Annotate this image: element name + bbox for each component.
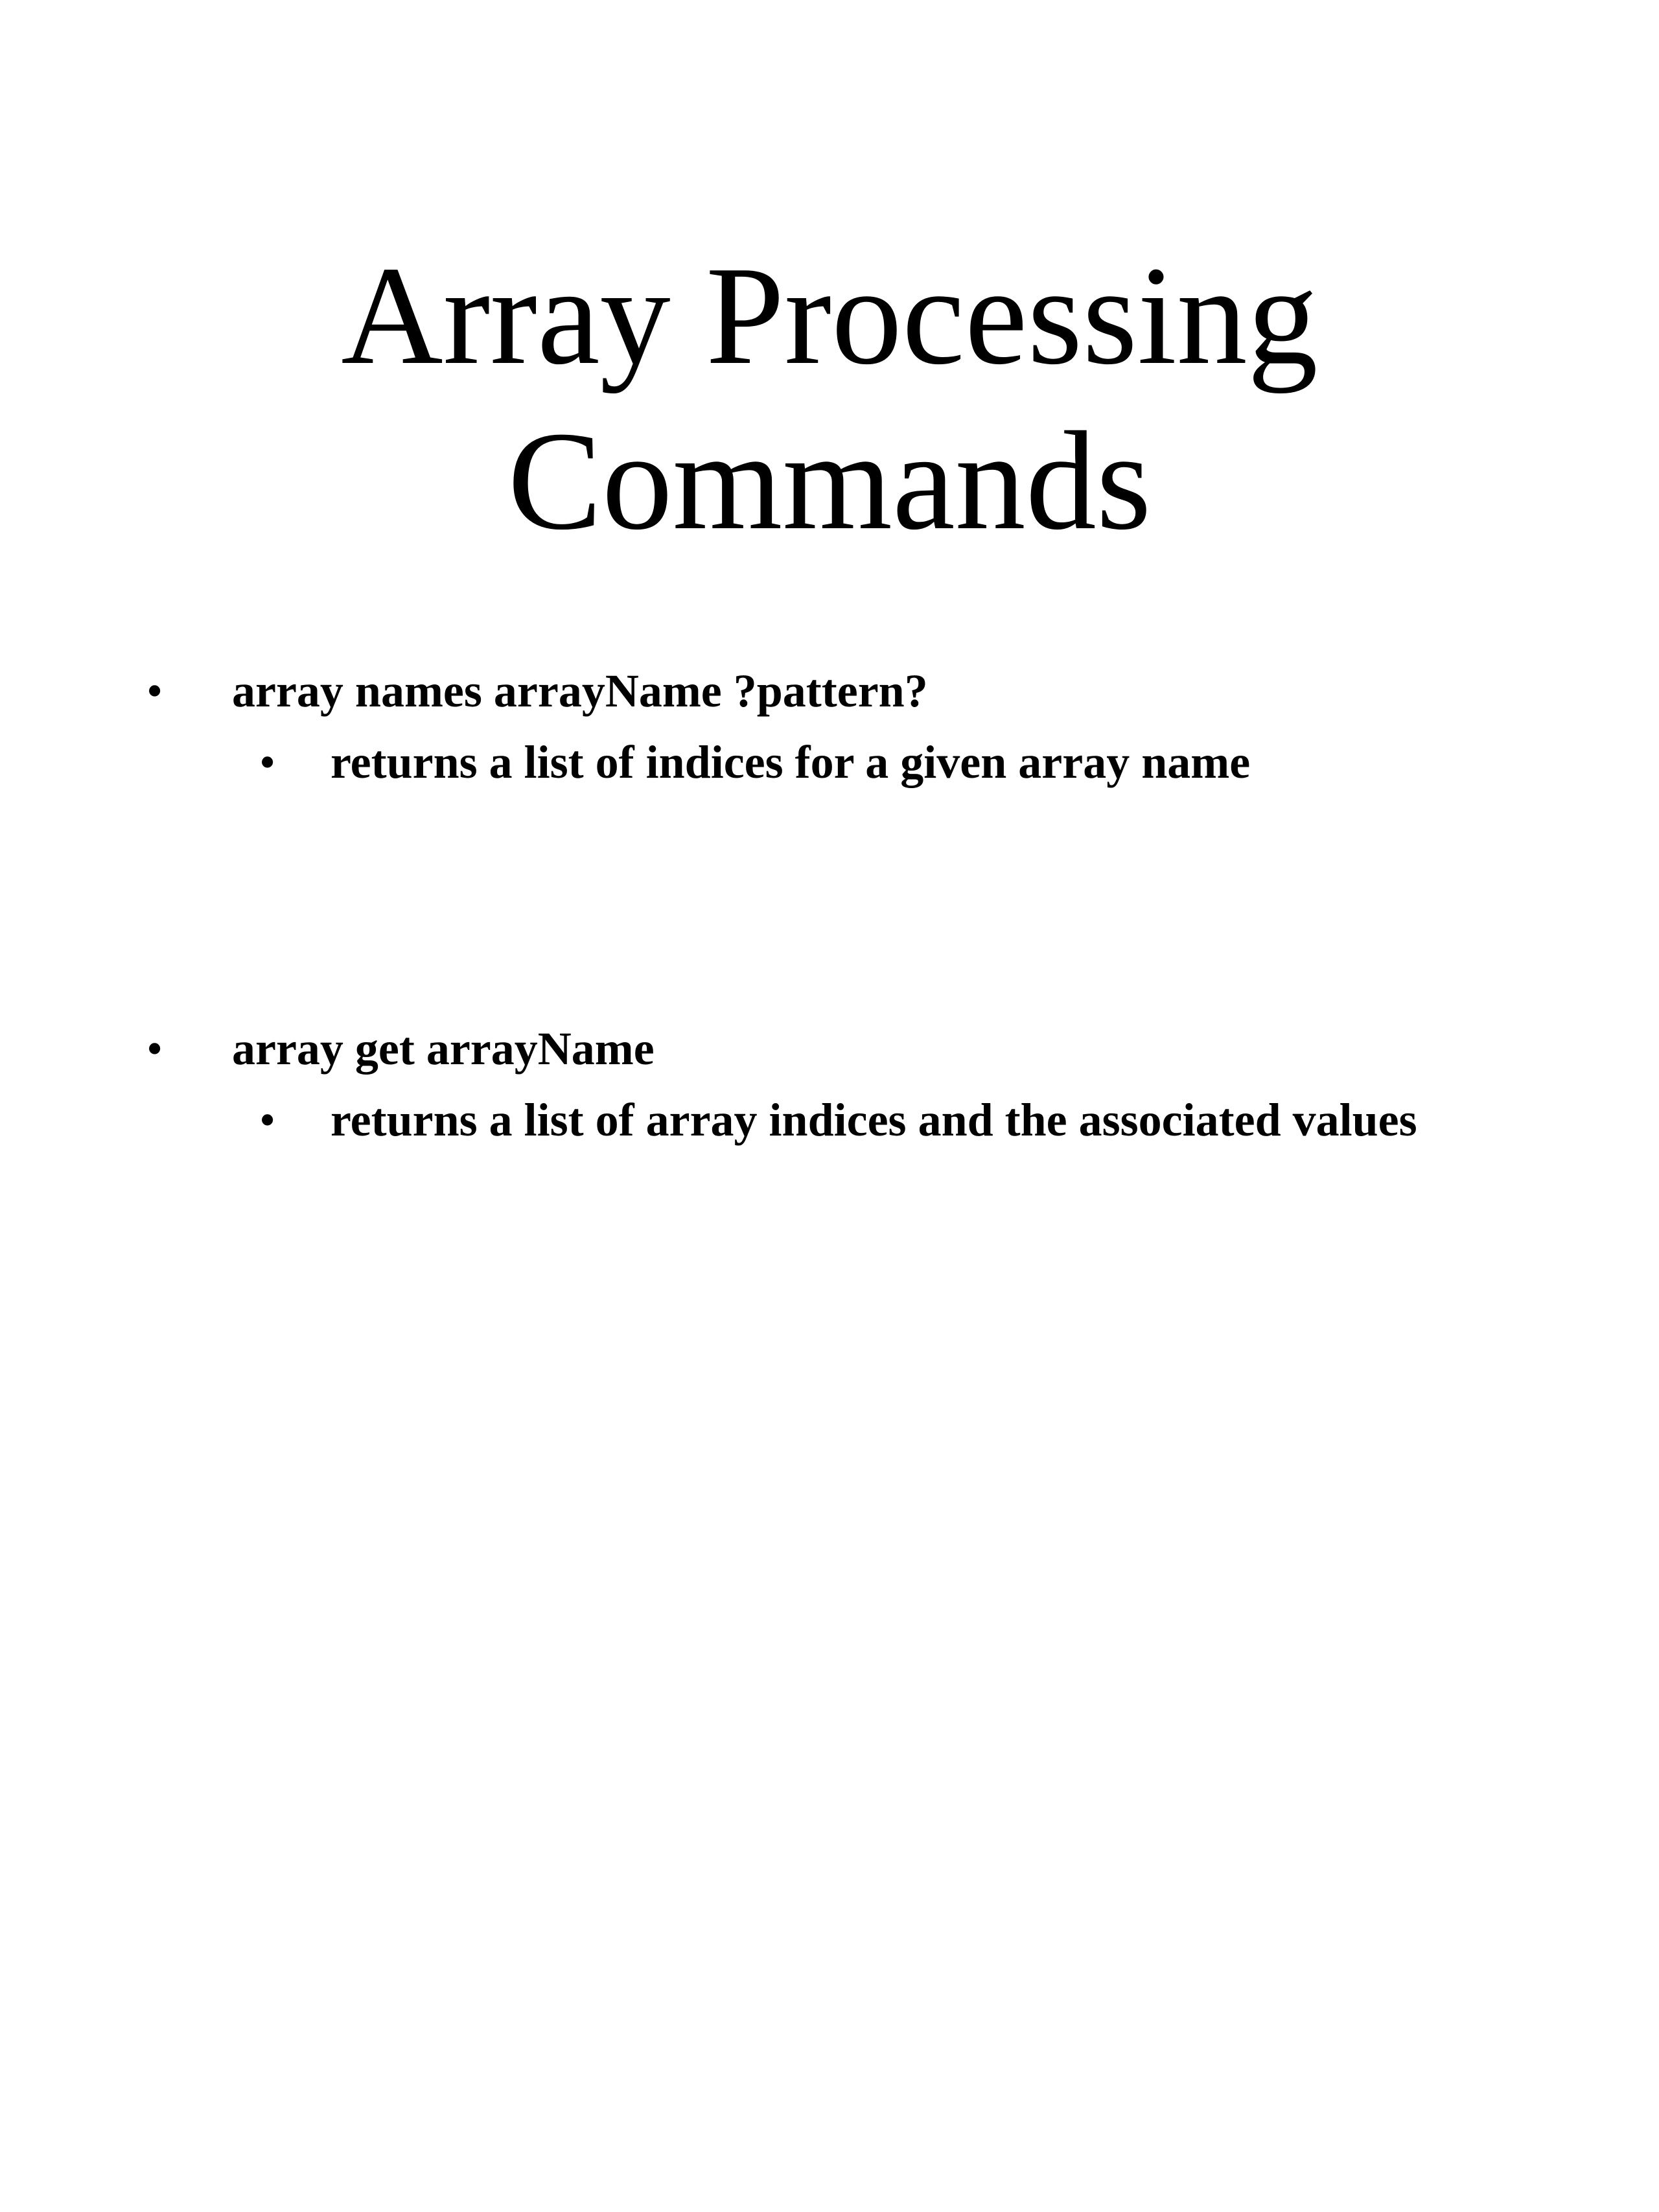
bullet-dot-icon: •: [259, 1094, 276, 1146]
sub-bullet-description-text: returns a list of indices for a given array name: [331, 736, 1251, 788]
sub-bullet-item-array-names: [259, 730, 1251, 795]
bullet-dot-icon: •: [146, 665, 163, 717]
slide-title-line-2: Commands: [507, 403, 1152, 559]
bullet-command-text: array get arrayName: [232, 1023, 655, 1075]
bullet-dot-icon: •: [259, 736, 276, 788]
slide-title: [0, 233, 1659, 564]
bullet-item-array-get: [146, 1016, 655, 1081]
slide-title-line-1: Array Processing: [341, 238, 1318, 394]
bullet-command-text: array names arrayName ?pattern?: [232, 665, 928, 717]
bullet-item-array-names: [146, 658, 928, 723]
sub-bullet-item-array-get: [259, 1088, 1417, 1152]
bullet-dot-icon: •: [146, 1023, 163, 1075]
sub-bullet-description-text: returns a list of array indices and the associated values: [331, 1094, 1417, 1146]
